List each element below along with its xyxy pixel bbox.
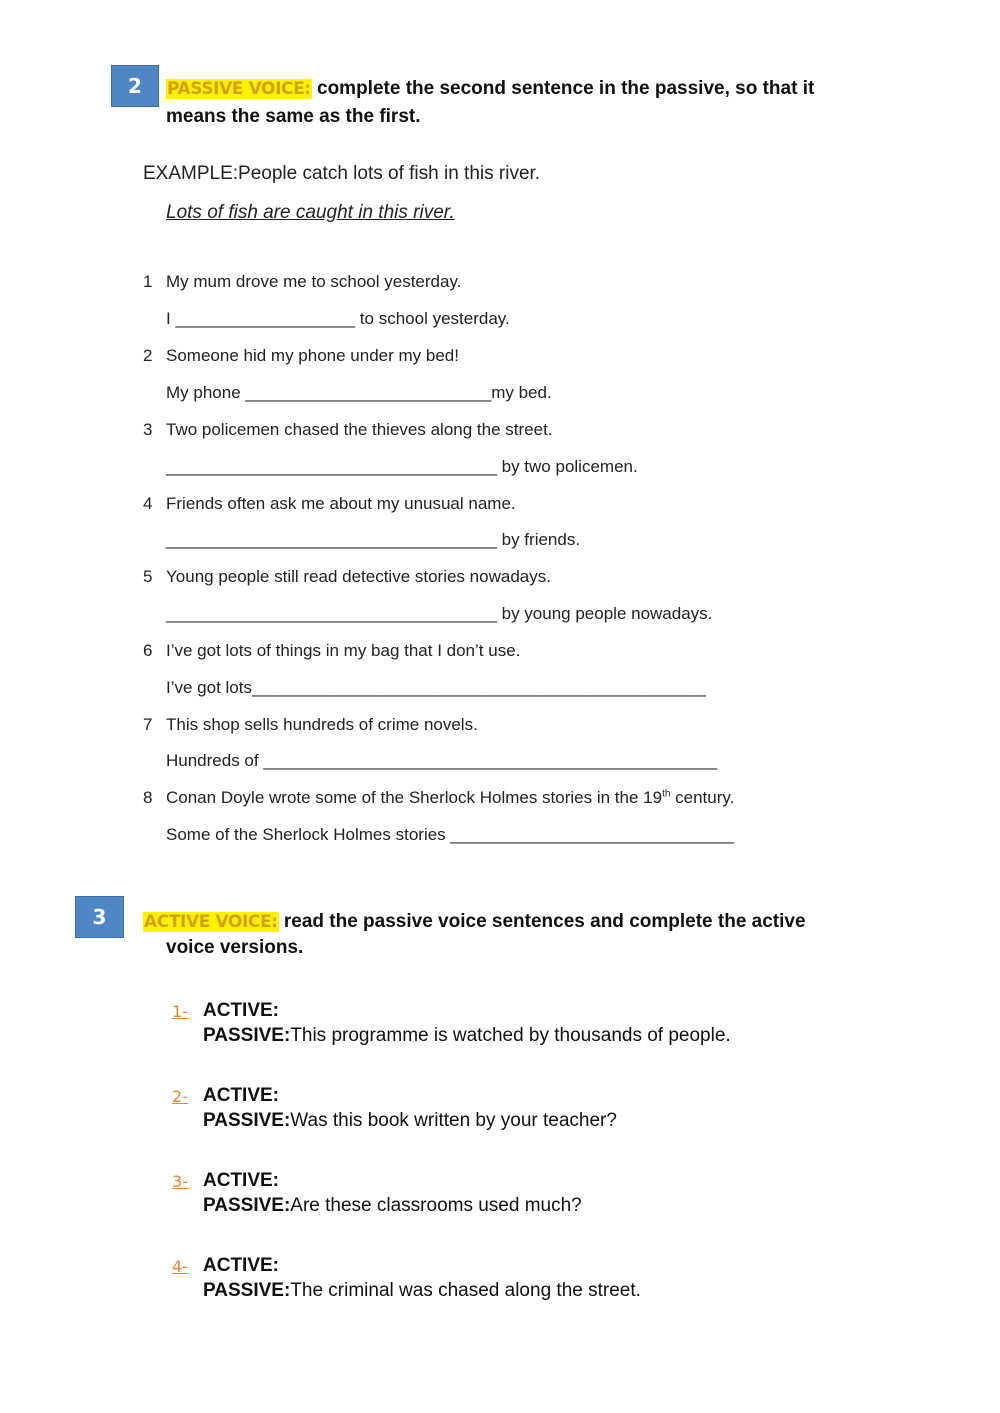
active-label: ACTIVE: xyxy=(203,1000,279,1021)
item-sentence: My mum drove me to school yesterday. xyxy=(166,272,462,291)
item-answer-line[interactable]: ___________________________________ by young people nowadays. xyxy=(166,604,713,623)
section-number-3: 3 xyxy=(75,896,124,938)
instruction-line-2: voice versions. xyxy=(166,937,304,958)
active-label: ACTIVE: xyxy=(203,1085,279,1106)
item-number: 1 xyxy=(143,272,153,291)
active-voice-label: ACTIVE VOICE: xyxy=(144,912,278,932)
item-number: 8 xyxy=(143,788,153,807)
item-number: 5 xyxy=(143,567,153,586)
item-number: 6 xyxy=(143,641,153,660)
item-number: 7 xyxy=(143,715,153,734)
passive-label: PASSIVE: xyxy=(203,1110,291,1131)
item-sentence: I’ve got lots of things in my bag that I don’t use. xyxy=(166,641,521,660)
section-2-instruction xyxy=(166,75,866,131)
item-answer-line[interactable]: I’ve got lots________________________________________________ xyxy=(166,678,706,697)
active-label: ACTIVE: xyxy=(203,1170,279,1191)
item-number: 3 xyxy=(143,420,153,439)
instruction-line-1: complete the second sentence in the passive, so that it xyxy=(317,78,815,99)
instruction-line-2: means the same as the first. xyxy=(166,106,421,127)
item-answer-line[interactable]: Some of the Sherlock Holmes stories ______________________________ xyxy=(166,825,735,844)
item-answer-line[interactable]: My phone __________________________my bed. xyxy=(166,383,552,402)
passive-sentence: Are these classrooms used much? xyxy=(290,1195,582,1216)
passive-label: PASSIVE: xyxy=(203,1280,291,1301)
section-3-instruction xyxy=(143,909,843,961)
active-label: ACTIVE: xyxy=(203,1255,279,1276)
item-sentence: Friends often ask me about my unusual name. xyxy=(166,494,516,513)
exercise-block xyxy=(203,1083,617,1133)
item-sentence: Young people still read detective stories nowadays. xyxy=(166,567,551,586)
passive-sentence: Was this book written by your teacher? xyxy=(290,1110,617,1131)
exercise-number: 1- xyxy=(172,1002,188,1021)
item-number: 4 xyxy=(143,494,153,513)
exercise-block xyxy=(203,1168,582,1218)
exercise-number: 3- xyxy=(172,1172,188,1191)
passive-voice-label: PASSIVE VOICE: xyxy=(167,79,311,99)
passive-sentence: The criminal was chased along the street. xyxy=(290,1280,641,1301)
instruction-line-1: read the passive voice sentences and complete the active xyxy=(283,911,806,932)
item-answer-line[interactable]: ___________________________________ by two policemen. xyxy=(166,457,638,476)
example-sentence: EXAMPLE:People catch lots of fish in this river. xyxy=(143,163,541,184)
item-sentence: This shop sells hundreds of crime novels. xyxy=(166,715,478,734)
item-sentence: Someone hid my phone under my bed! xyxy=(166,346,459,365)
item-answer-line[interactable]: I ___________________ to school yesterday. xyxy=(166,309,510,328)
passive-sentence: This programme is watched by thousands of people. xyxy=(290,1025,731,1046)
passive-label: PASSIVE: xyxy=(203,1195,291,1216)
passive-label: PASSIVE: xyxy=(203,1025,291,1046)
exercise-block xyxy=(203,1253,641,1303)
exercise-block xyxy=(203,998,731,1048)
item-answer-line[interactable]: Hundreds of ________________________________________________ xyxy=(166,751,718,770)
item-number: 2 xyxy=(143,346,153,365)
example-answer: Lots of fish are caught in this river. xyxy=(166,202,455,223)
item-sentence: Two policemen chased the thieves along the street. xyxy=(166,420,553,439)
exercise-number: 2- xyxy=(172,1087,188,1106)
section-number-2: 2 xyxy=(111,65,159,107)
exercise-number: 4- xyxy=(172,1257,188,1276)
item-sentence: Conan Doyle wrote some of the Sherlock Holmes stories in the 19th century. xyxy=(166,788,735,807)
item-answer-line[interactable]: ___________________________________ by friends. xyxy=(166,530,581,549)
